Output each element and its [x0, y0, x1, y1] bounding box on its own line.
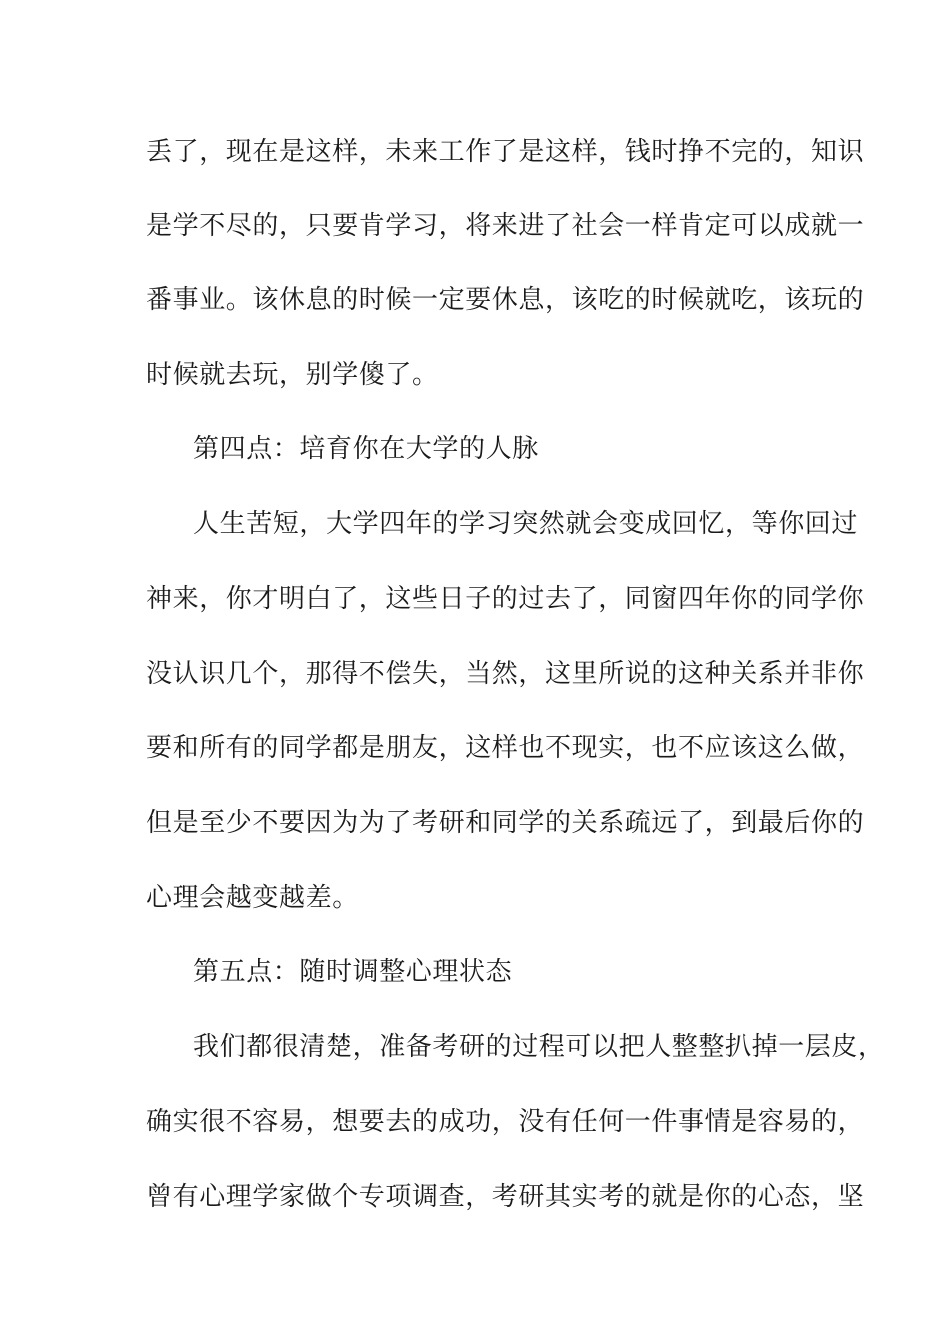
paragraph-line: 丢了，现在是这样，未来工作了是这样，钱时挣不完的，知识 — [146, 137, 865, 167]
paragraph-line: 心理会越变越差。 — [146, 883, 359, 913]
paragraph-line: 曾有心理学家做个专项调查，考研其实考的就是你的心态，坚 — [146, 1182, 865, 1212]
section-heading: 第五点：随时调整心理状态 — [193, 957, 513, 987]
paragraph-line: 没认识几个，那得不偿失，当然，这里所说的这种关系并非你 — [146, 659, 865, 689]
paragraph-line: 人生苦短，大学四年的学习突然就会变成回忆，等你回过 — [193, 509, 859, 539]
paragraph-line: 要和所有的同学都是朋友，这样也不现实，也不应该这么做， — [146, 733, 865, 763]
paragraph-line: 番事业。该休息的时候一定要休息，该吃的时候就吃，该玩的 — [146, 285, 865, 315]
paragraph-line: 神来，你才明白了，这些日子的过去了，同窗四年你的同学你 — [146, 584, 865, 614]
paragraph-line: 时候就去玩，别学傻了。 — [146, 360, 439, 390]
section-heading: 第四点：培育你在大学的人脉 — [193, 434, 539, 464]
paragraph-line: 但是至少不要因为为了考研和同学的关系疏远了，到最后你的 — [146, 808, 865, 838]
paragraph-line: 我们都很清楚，准备考研的过程可以把人整整扒掉一层皮， — [193, 1032, 885, 1062]
paragraph-line: 是学不尽的，只要肯学习，将来进了社会一样肯定可以成就一 — [146, 211, 865, 241]
paragraph-line: 确实很不容易，想要去的成功，没有任何一件事情是容易的， — [146, 1107, 865, 1137]
